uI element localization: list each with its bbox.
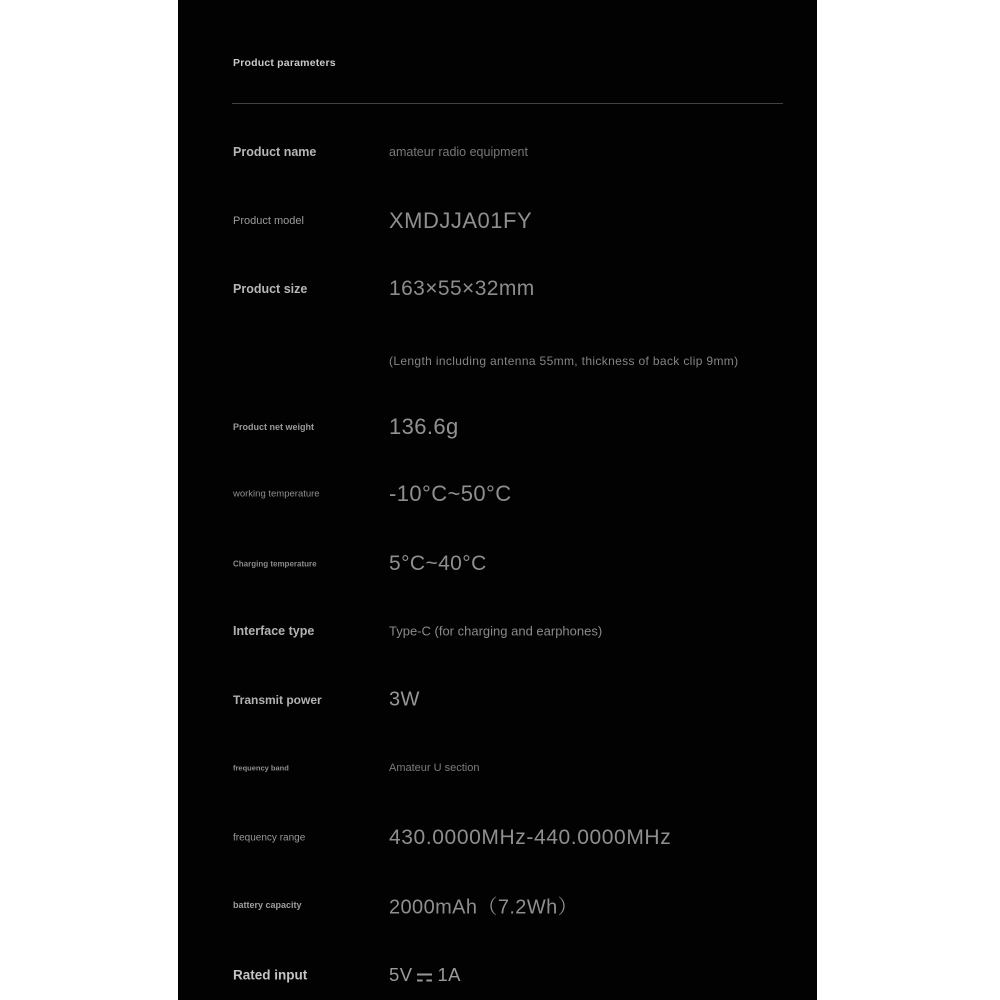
spec-label: Rated input (233, 967, 308, 983)
spec-value: Type-C (for charging and earphones) (389, 623, 603, 639)
spec-row-product-name (178, 135, 817, 169)
spec-value: XMDJJA01FY (389, 208, 533, 233)
spec-label: Product name (233, 145, 317, 159)
section-title: Product parameters (233, 57, 336, 69)
spec-row-interface-type (178, 614, 817, 648)
spec-row-frequency-band (178, 751, 817, 785)
spec-row-battery-capacity (178, 888, 817, 922)
spec-label: Charging temperature (233, 559, 317, 569)
spec-label: Product model (233, 215, 304, 227)
spec-row-product-model (178, 204, 817, 238)
spec-row-charging-temperature (178, 547, 817, 581)
rated-input-voltage: 5V (389, 964, 413, 985)
spec-row-transmit-power (178, 683, 817, 717)
spec-label: battery capacity (233, 900, 302, 910)
spec-label: frequency range (233, 832, 306, 844)
spec-panel (178, 0, 817, 1000)
spec-value: Amateur U section (389, 762, 480, 774)
divider-line (232, 103, 783, 104)
spec-row-size-note (178, 344, 817, 378)
spec-value: 430.0000MHz-440.0000MHz (389, 826, 672, 849)
spec-label: working temperature (233, 488, 320, 500)
spec-value: 136.6g (389, 414, 459, 439)
dc-symbol-icon (417, 974, 432, 982)
spec-row-rated-input (178, 958, 817, 992)
spec-value: 163×55×32mm (389, 277, 535, 300)
spec-value: amateur radio equipment (389, 145, 528, 159)
spec-value: 3W (389, 688, 420, 711)
spec-row-product-size (178, 272, 817, 306)
spec-label: Product size (233, 282, 308, 296)
spec-row-frequency-range (178, 821, 817, 855)
spec-label: Interface type (233, 624, 315, 638)
size-note: (Length including antenna 55mm, thickness of back clip 9mm) (389, 354, 739, 368)
spec-value (389, 964, 461, 986)
spec-label: Product net weight (233, 422, 314, 432)
spec-row-net-weight (178, 410, 817, 444)
spec-label: Transmit power (233, 693, 322, 707)
spec-value: 2000mAh（7.2Wh） (389, 896, 579, 919)
spec-label: frequency band (233, 763, 289, 773)
spec-row-working-temperature (178, 477, 817, 511)
rated-input-current: 1A (437, 964, 461, 985)
spec-value: -10°C~50°C (389, 481, 512, 506)
spec-value: 5°C~40°C (389, 552, 487, 575)
